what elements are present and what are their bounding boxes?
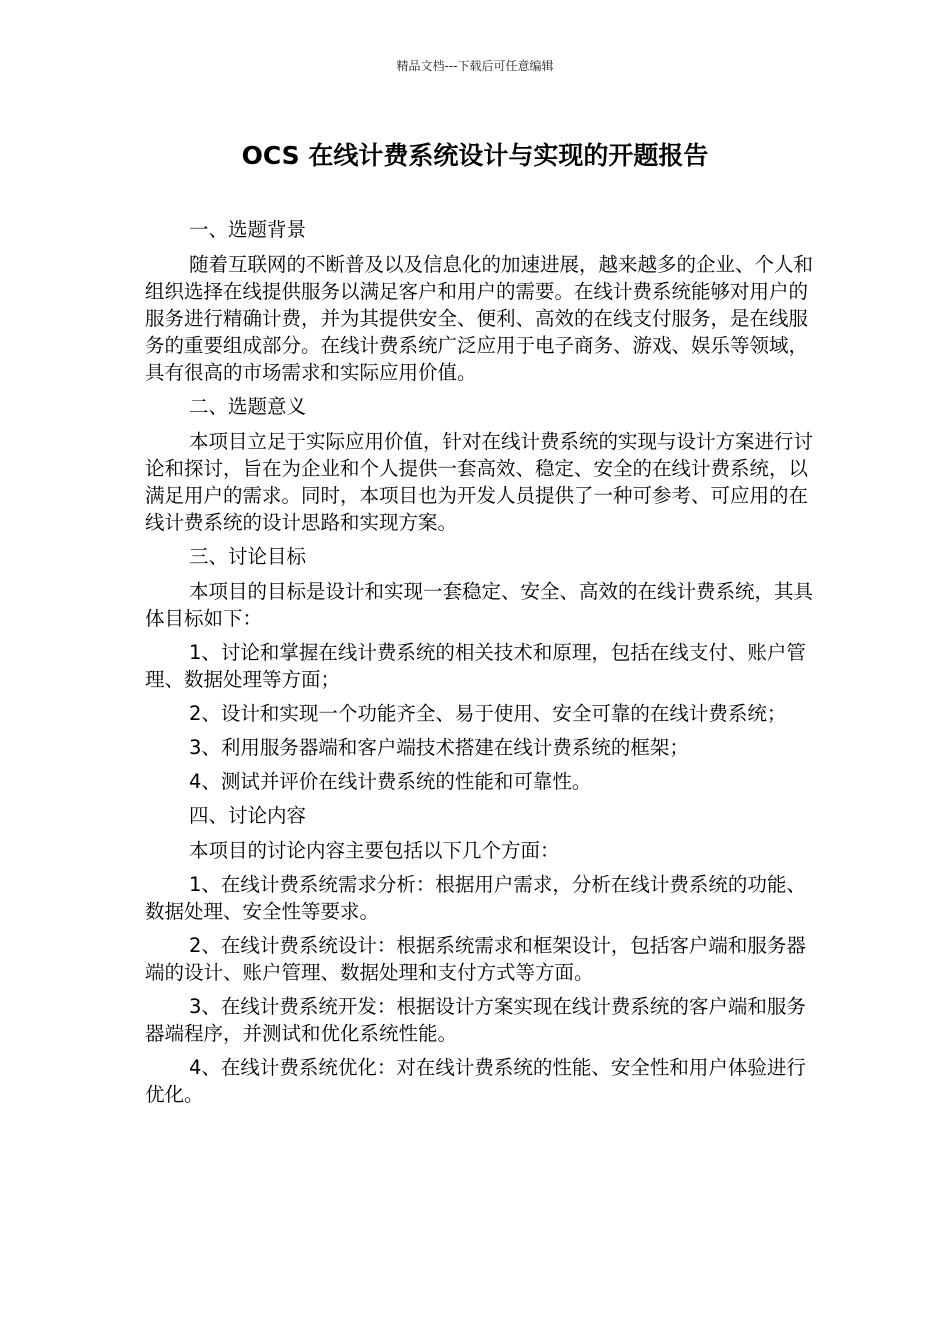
list-item-goal-3: 3、利用服务器端和客户端技术搭建在线计费系统的框架； [189,736,689,759]
section-heading-significance: 二、选题意义 [189,395,307,418]
list-item-content-3: 3、在线计费系统开发：根据设计方案实现在线计费系统的客户端和服务器端程序，并测试和优化系统性能。 [145,995,806,1045]
section-heading-content: 四、讨论内容 [189,804,307,827]
paragraph-background: 随着互联网的不断普及以及信息化的加速进展，越来越多的企业、个人和组织选择在线提供服务以满足客户和用户的需要。在线计费系统能够对用户的服务进行精确计费，并为其提供安全、便利、高效的在线支付服务，是在线服务的重要组成部分。在线计费系统广泛应用于电子商务、游戏、娱乐等领域，具有很高的市场需求和实际应用价值。 [145,253,814,384]
page-header: 精品文档---下载后可任意编辑 [396,59,554,73]
list-item-content-1: 1、在线计费系统需求分析：根据用户需求，分析在线计费系统的功能、数据处理、安全性等要求。 [145,873,806,923]
list-item-goal-4: 4、测试并评价在线计费系统的性能和可靠性。 [189,770,592,793]
section-heading-goals: 三、讨论目标 [189,545,307,568]
document-body [145,216,815,1115]
list-item-goal-2: 2、设计和实现一个功能齐全、易于使用、安全可靠的在线计费系统； [189,702,787,725]
list-item-goal-1: 1、讨论和掌握在线计费系统的相关技术和原理，包括在线支付、账户管理、数据处理等方面； [145,641,806,691]
document-title: OCS 在线计费系统设计与实现的开题报告 [241,141,709,170]
paragraph-significance: 本项目立足于实际应用价值，针对在线计费系统的实现与设计方案进行讨论和探讨，旨在为企业和个人提供一套高效、稳定、安全的在线计费系统，以满足用户的需求。同时，本项目也为开发人员提供了一种可参考、可应用的在线计费系统的设计思路和实现方案。 [145,430,814,534]
list-item-content-4: 4、在线计费系统优化：对在线计费系统的性能、安全性和用户体验进行优化。 [145,1056,806,1106]
paragraph-content-intro: 本项目的讨论内容主要包括以下几个方面： [189,839,560,862]
paragraph-goals-intro: 本项目的目标是设计和实现一套稳定、安全、高效的在线计费系统，其具体目标如下： [145,580,814,630]
list-item-content-2: 2、在线计费系统设计：根据系统需求和框架设计，包括客户端和服务器端的设计、账户管理、数据处理和支付方式等方面。 [145,934,806,984]
section-heading-background: 一、选题背景 [189,218,307,241]
